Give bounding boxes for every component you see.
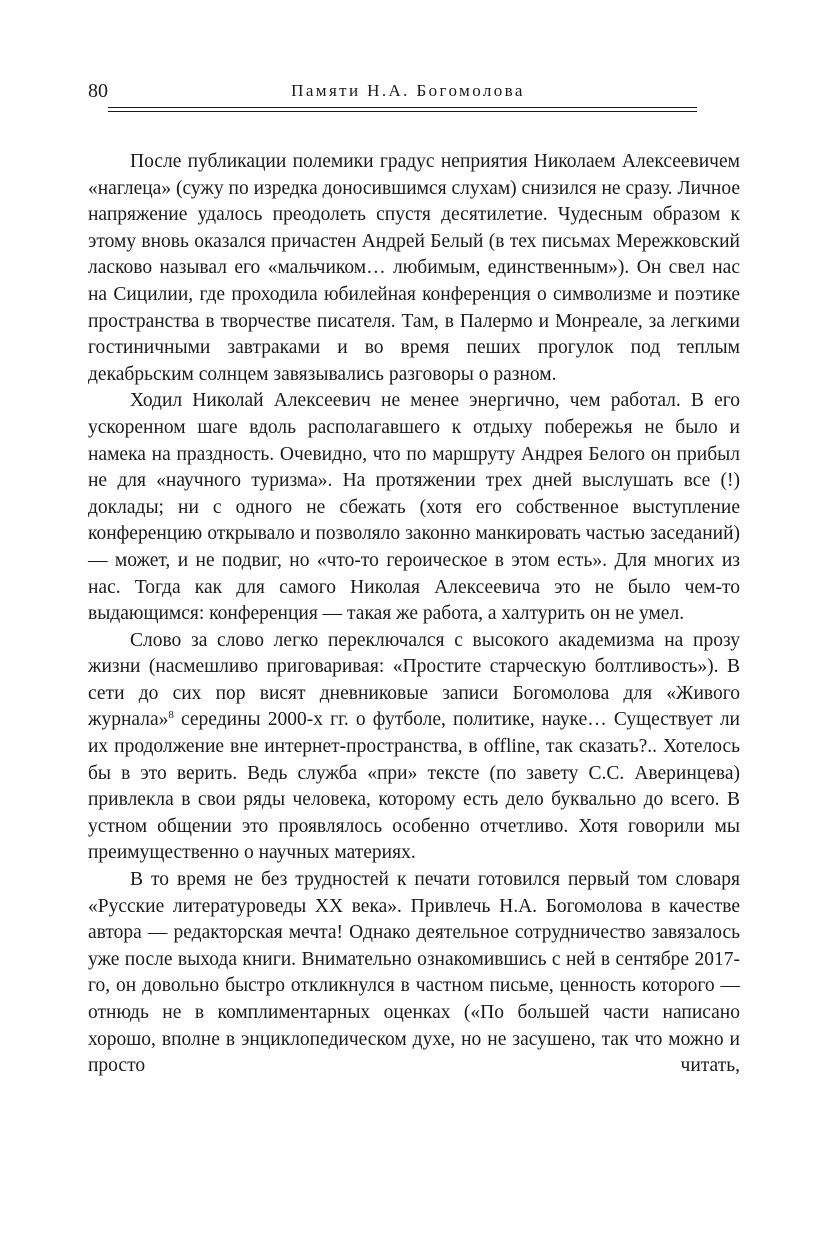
paragraph-2: Ходил Николай Алексеевич не менее энергично, чем работал. В его ускоренном шаге вдоль располагавшего к отдыху побережья не было и намека на праздность. Очевидно, что по маршруту Андрея Белого он прибыл не для «научного туризма». На протяжении трех дней выслушать все (!) доклады; ни с одного не сбежать (хотя его собственное выступление конференцию открывало и позволяло законно манкировать частью заседаний) — может, и не подвиг, но «что-то героическое в этом есть». Для многих из нас. Тогда как для самого Николая Алексеевича это не было чем-то выдающимся: конференция — такая же работа, а халтурить он не умел. — [88, 390, 740, 625]
paragraph-1: После публикации полемики градус неприятия Николаем Алексеевичем «наглеца» (сужу по изредка доносившимся слухам) снизился не сразу. Личное напряжение удалось преодолеть спустя десятилетие. Чудесным образом к этому вновь оказался причастен Андрей Белый (в тех письмах Мережковский ласково называл его «мальчиком… любимым, единственным»). Он свел нас на Сицилии, где проходила юбилейная конференция о символизме и поэтике пространства в творчестве писателя. Там, в Палермо и Монреале, за легкими гостиничными завтраками и во время пеших прогулок под теплым декабрьским солнцем завязывались разговоры о разном. — [88, 151, 740, 385]
page-number: 80 — [88, 80, 108, 102]
page-header — [88, 78, 698, 108]
body-text — [88, 149, 740, 1080]
paragraph-3 — [88, 628, 740, 867]
paragraph-3-before-note: Слово за слово легко переключался с высокого академизма на прозу жизни (насмешливо приговаривая: «Простите старческую болтливость»). В сети до сих пор висят дневниковые записи Богомолова для «Живого журнала» — [88, 629, 740, 731]
paragraph-3-after-note: середины 2000-х гг. о футболе, политике, науке… Существует ли их продолжение вне интернет-пространства, в offline, так сказать?.. Хотелось бы в это верить. Ведь служба «при» тексте (по завету С.С. Аверинцева) привлекла в свои ряды человека, которому есть дело буквально до всего. В устном общении это проявлялось особенно отчетливо. Хотя говорили мы преимущественно о научных материях. — [88, 709, 740, 864]
paragraph-4: В то время не без трудностей к печати готовился первый том словаря «Русские литературоведы XX века». Привлечь Н.А. Богомолова в качестве автора — редакторская мечта! Однако деятельное сотрудничество завязалось уже после выхода книги. Внимательно ознакомившись с ней в сентябре 2017-го, он довольно быстро откликнулся в частном письме, ценность которого — отнюдь не в комплиментарных оценках («По большей части написано хорошо, вполне в энциклопедическом духе, но не засушено, так что можно и просто читать, — [88, 869, 740, 1077]
footnote-marker: 8 — [168, 709, 174, 722]
header-double-rule — [108, 107, 697, 112]
running-title: Памяти Н.А. Богомолова — [291, 81, 525, 100]
